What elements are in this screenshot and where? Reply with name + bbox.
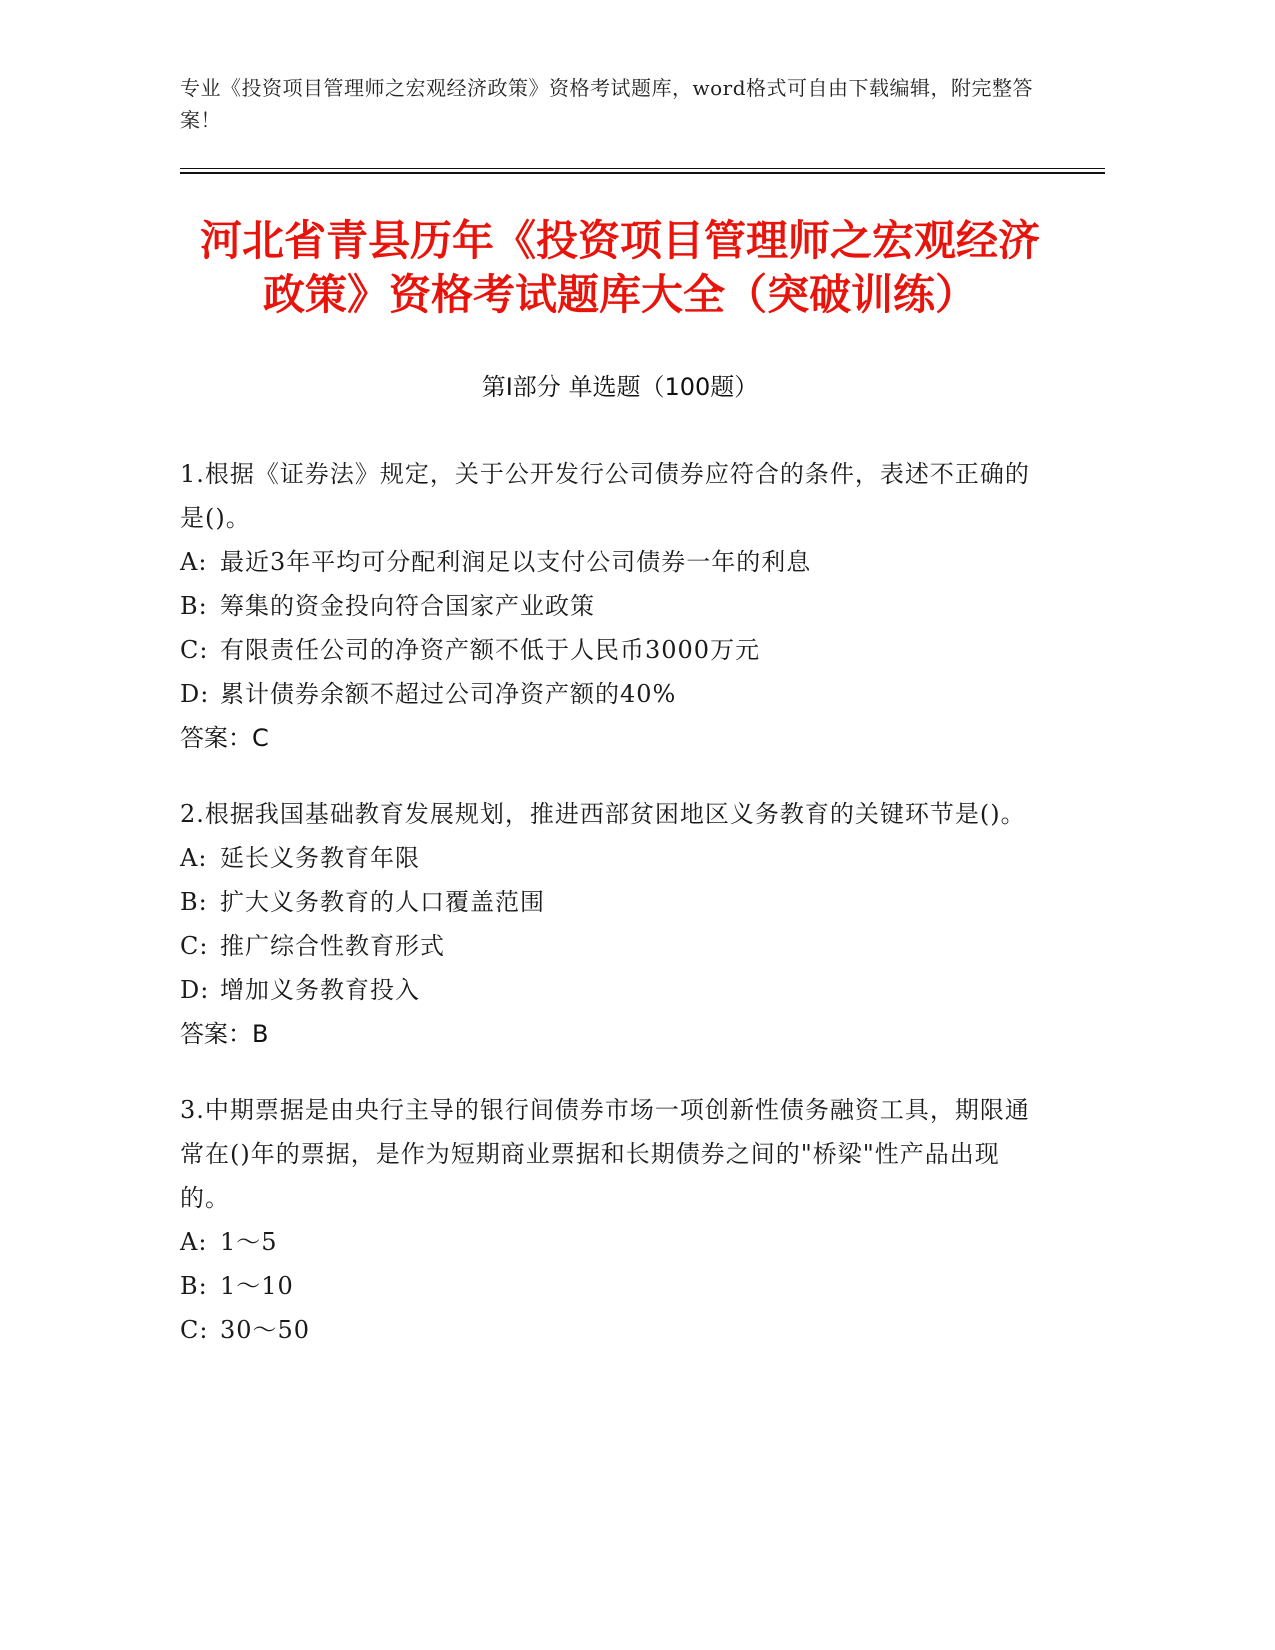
header-divider-thin	[180, 168, 1105, 169]
option-text: 延长义务教育年限	[220, 844, 420, 872]
header-divider-thick	[180, 172, 1105, 174]
option-key: C:	[180, 932, 209, 960]
option-text: 增加义务教育投入	[220, 976, 420, 1004]
option-d	[180, 672, 1040, 716]
question-2	[180, 792, 1040, 1056]
option-text: 最近3年平均可分配利润足以支付公司债券一年的利息	[220, 548, 812, 576]
option-a	[180, 540, 1040, 584]
option-key: D:	[180, 680, 210, 708]
option-text: 有限责任公司的净资产额不低于人民币3000万元	[220, 636, 761, 664]
option-a	[180, 836, 1040, 880]
option-key: A:	[180, 844, 208, 872]
option-key: B:	[180, 592, 208, 620]
answer-label: 答案：C	[180, 724, 269, 752]
question-stem: 3.中期票据是由央行主导的银行间债券市场一项创新性债务融资工具，期限通常在()年的票据，是作为短期商业票据和长期债券之间的"桥梁"性产品出现的。	[180, 1096, 1030, 1212]
option-text: 1～5	[220, 1228, 278, 1256]
option-text: 1～10	[220, 1272, 294, 1300]
option-c	[180, 628, 1040, 672]
option-text: 筹集的资金投向符合国家产业政策	[220, 592, 595, 620]
question-3	[180, 1088, 1040, 1352]
question-stem: 1.根据《证券法》规定，关于公开发行公司债券应符合的条件，表述不正确的是()。	[180, 460, 1030, 532]
option-a	[180, 1220, 1040, 1264]
option-text: 扩大义务教育的人口覆盖范围	[220, 888, 545, 916]
option-b	[180, 1264, 1040, 1308]
option-key: A:	[180, 548, 208, 576]
option-b	[180, 880, 1040, 924]
option-b	[180, 584, 1040, 628]
option-d	[180, 968, 1040, 1012]
option-key: A:	[180, 1228, 208, 1256]
option-key: B:	[180, 1272, 208, 1300]
option-key: C:	[180, 1316, 209, 1344]
option-text: 30～50	[220, 1316, 311, 1344]
option-c	[180, 924, 1040, 968]
document-page	[180, 0, 1105, 1650]
option-text: 推广综合性教育形式	[220, 932, 445, 960]
option-key: C:	[180, 636, 209, 664]
header-note: 专业《投资项目管理师之宏观经济政策》资格考试题库，word格式可自由下载编辑，附完整答案！	[180, 76, 1034, 132]
option-key: D:	[180, 976, 210, 1004]
answer-label: 答案：B	[180, 1020, 269, 1048]
question-1	[180, 452, 1040, 760]
section-heading: 第I部分 单选题（100题）	[481, 373, 759, 401]
question-stem: 2.根据我国基础教育发展规划，推进西部贫困地区义务教育的关键环节是()。	[180, 800, 1026, 828]
question-list	[180, 452, 1040, 1384]
document-title: 河北省青县历年《投资项目管理师之宏观经济政策》资格考试题库大全（突破训练）	[199, 216, 1040, 319]
option-c	[180, 1308, 1040, 1352]
option-text: 累计债券余额不超过公司净资产额的40%	[220, 680, 677, 708]
option-key: B:	[180, 888, 208, 916]
